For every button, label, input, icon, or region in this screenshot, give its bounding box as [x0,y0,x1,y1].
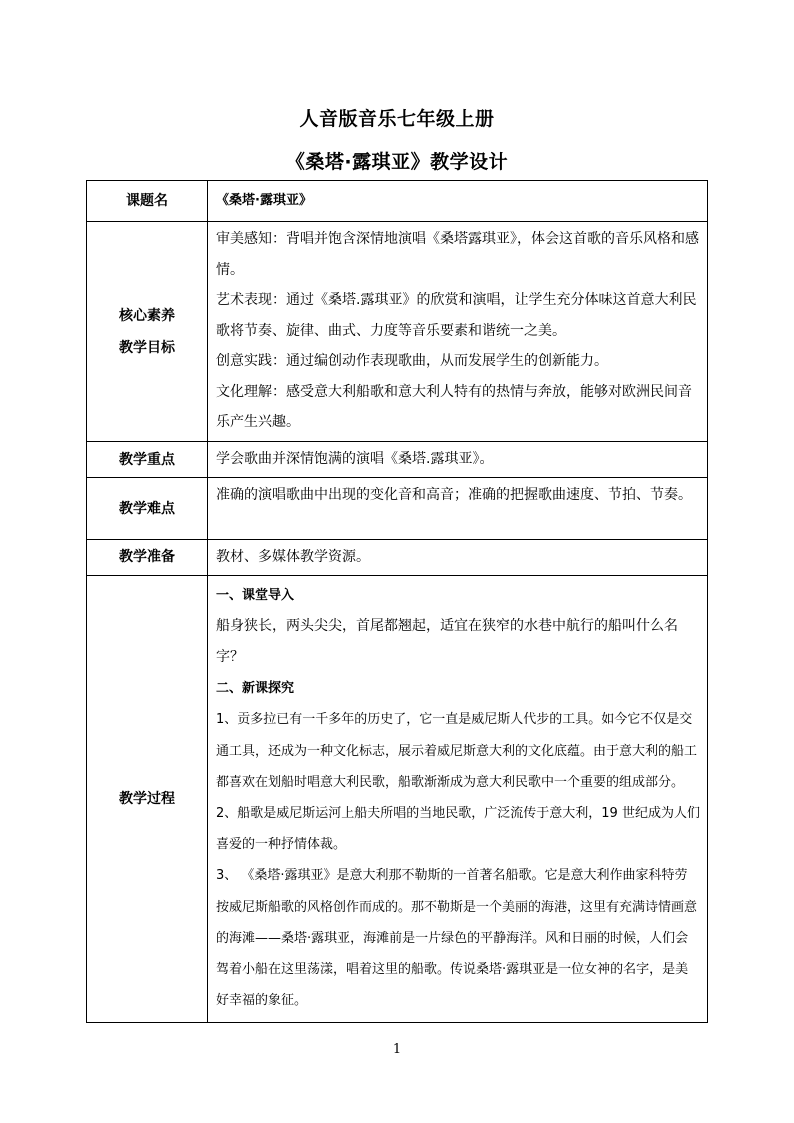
difficulty-label: 教学难点 [87,478,208,540]
process-paragraph-1: 1、贡多拉已有一千多年的历史了，它一直是威尼斯人代步的工具。如今它不仅是交通工具，还成为一种文化标志，展示着威尼斯意大利的文化底蕴。由于意大利的船工都喜欢在划船时唱意大利民歌，船歌渐渐成为意大利民歌中一个重要的组成部分。 [216,712,698,790]
table-row-topic [87,181,708,222]
preparation-value: 教材、多媒体教学资源。 [208,540,708,576]
table-row-goals [87,222,708,442]
process-paragraph-3: 3、 《桑塔·露琪亚》是意大利那不勒斯的一首著名船歌。它是意大利作曲家科特劳 按威尼斯船歌的风格创作而成的。那不勒斯是一个美丽的海港，这里有充满诗情画意的海滩——桑塔·露琪亚，海滩前是一片绿色的平静海洋。风和日丽的时候，人们会驾着小船在这里荡漾，唱着这里的船歌。传说桑塔·露琪亚是一位女神的名字，是美好幸福的象征。 [216,868,698,1009]
goal-item-cultural: 文化理解：感受意大利船歌和意大利人特有的热情与奔放，能够对欧洲民间音乐产生兴趣。 [216,383,692,430]
process-content [208,575,708,1023]
table-row-preparation [87,540,708,576]
goal-item-expression: 艺术表现：通过《桑塔.露琪亚》的欣赏和演唱，让学生充分体味这首意大利民歌将节奏、旋律、曲式、力度等音乐要素和谐统一之美。 [216,292,697,339]
goals-label [87,222,208,442]
topic-value [208,181,708,222]
document-title: 人音版音乐七年级上册 [299,108,495,130]
difficulty-value: 准确的演唱歌曲中出现的变化音和高音；准确的把握歌曲速度、节拍、节奏。 [208,478,708,540]
table-row-difficulty [87,478,708,540]
goal-item-aesthetic: 审美感知：背唱并饱含深情地演唱《桑塔露琪亚》，体会这首歌的音乐风格和感情。 [216,231,699,278]
topic-label: 课题名 [87,181,208,222]
topic-text: 《桑塔·露琪亚》 [216,193,312,209]
table-row-focus [87,442,708,478]
document-subtitle: 《桑塔·露琪亚》教学设计 [285,151,509,173]
focus-value: 学会歌曲并深情饱满的演唱《桑塔.露琪亚》。 [208,442,708,478]
process-section2-heading: 二、新课探究 [216,681,295,697]
process-label: 教学过程 [87,575,208,1023]
preparation-label: 教学准备 [87,540,208,576]
focus-label: 教学重点 [87,442,208,478]
goals-content [208,222,708,442]
process-section1-text: 船身狭长，两头尖尖，首尾都翘起，适宜在狭窄的水巷中航行的船叫什么名字？ [216,617,678,665]
page-number: 1 [392,1042,402,1057]
goal-item-creative: 创意实践：通过编创动作表现歌曲，从而发展学生的创新能力。 [216,353,608,369]
process-section1-heading: 一、课堂导入 [216,587,295,603]
table-row-process [87,575,708,1023]
goals-label-line2: 教学目标 [119,339,175,356]
lesson-plan-table [86,180,708,1023]
goals-label-line1: 核心素养 [119,307,175,324]
process-paragraph-2: 2、船歌是威尼斯运河上船夫所唱的当地民歌，广泛流传于意大利，19 世纪成为人们喜爱的一种抒情体裁。 [216,805,700,853]
